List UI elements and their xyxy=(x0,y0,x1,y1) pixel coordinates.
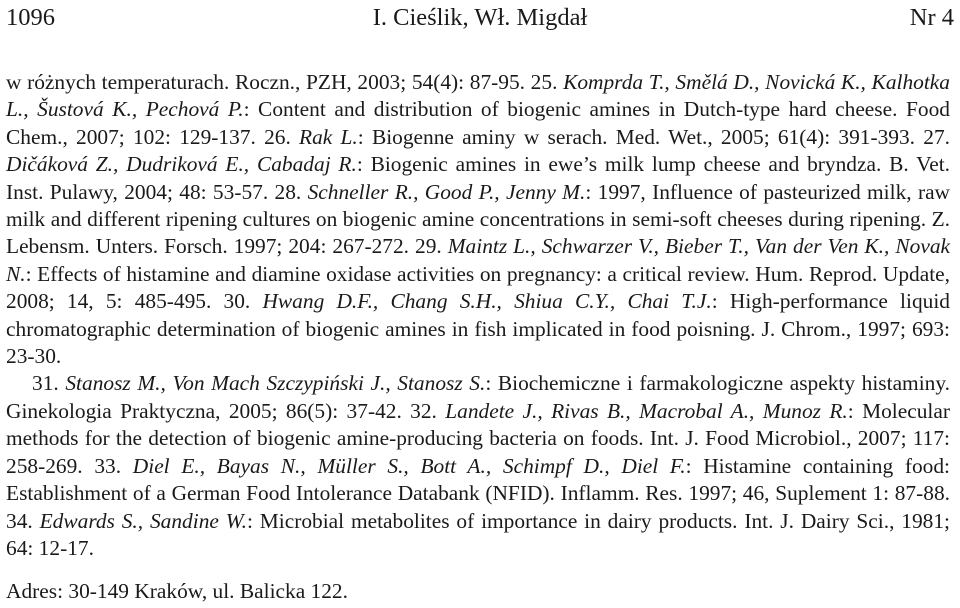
correspondence-address: Adres: 30-149 Kraków, ul. Balicka 122. xyxy=(6,579,348,603)
reference-text: : Molecular methods for the detection of biogenic amine-producing bacteria on foods. Int. J. Food Microbiol., 2007; 117: 258-269. 33. xyxy=(6,398,950,478)
references-paragraph-1 xyxy=(6,69,950,370)
reference-authors: Edwards S., Sandine W. xyxy=(39,508,247,533)
reference-authors: Maintz L., Schwarzer V., Bieber T., Van der Ven K., Novak N. xyxy=(6,234,951,286)
reference-authors: Hwang D.F., Chang S.H., Shiua C.Y., Chai T.J. xyxy=(262,289,712,314)
reference-text: 31. xyxy=(32,371,66,396)
reference-authors: Rak L. xyxy=(299,124,358,149)
reference-authors: Diel E., Bayas N., Müller S., Bott A., Schimpf D., Diel F. xyxy=(132,453,686,478)
reference-authors: Schneller R., Good P., Jenny M. xyxy=(307,179,586,204)
reference-text: : High-performance liquid chromatographic determination of biogenic amines in fish implicated in food poisning. J. Chrom., 1997; 693: 23-30. xyxy=(6,289,950,369)
references-paragraph-2 xyxy=(6,370,950,562)
reference-text: : Biogenic amines in ewe’s milk lump cheese and bryndza. B. Vet. Inst. Pulawy, 2004; 48: 53-57. 28. xyxy=(6,152,951,204)
reference-authors: Stanosz M., Von Mach Szczypiński J., Stanosz S. xyxy=(65,371,486,396)
reference-text: : Content and distribution of biogenic amines in Dutch-type hard cheese. Food Chem., 2007; 102: 129-137. 26. xyxy=(6,97,950,149)
running-header xyxy=(6,0,954,36)
issue-number: Nr 4 xyxy=(909,4,954,31)
page-number: 1096 xyxy=(6,4,55,31)
references-section xyxy=(6,69,950,562)
reference-authors: Landete J., Rivas B., Macrobal A., Munoz R. xyxy=(445,398,848,423)
reference-text: : Microbial metabolites of importance in dairy products. Int. J. Dairy Sci., 1981; 64: 12-17. xyxy=(6,508,950,560)
reference-authors: Komprda T., Smělá D., Novická K., Kalhotka L., Šustová K., Pechová P. xyxy=(6,70,950,122)
reference-authors: Dičáková Z., Dudriková E., Cabadaj R. xyxy=(6,152,357,177)
reference-text: w różnych temperaturach. Roczn., PZH, 2003; 54(4): 87-95. 25. xyxy=(6,70,564,94)
reference-text: : Effects of histamine and diamine oxidase activities on pregnancy: a critical review. Hum. Reprod. Update, 2008; 14, 5: 485-495. 30. xyxy=(6,261,950,314)
reference-text: : Biochemiczne i farmakologiczne aspekty histaminy. Ginekologia Praktyczna, 2005; 86(5): 37-42. 32. xyxy=(6,371,950,423)
header-authors: I. Cieślik, Wł. Migdał xyxy=(372,4,588,31)
reference-text: : 1997, Influence of pasteurized milk, raw milk and different ripening cultures on biogenic amine concentrations in semi-soft cheeses during ripening. Z. Lebensm. Unters. Forsch. 1997; 204: 267-272. 29. xyxy=(6,179,951,259)
reference-text: : Histamine containing food: Establishment of a German Food Intolerance Databank (NFID). Inflamm. Res. 1997; 46, Suplement 1: 87-88. 34. xyxy=(6,453,950,533)
reference-text: : Biogenne aminy w serach. Med. Wet., 2005; 61(4): 391-393. 27. xyxy=(357,124,950,149)
